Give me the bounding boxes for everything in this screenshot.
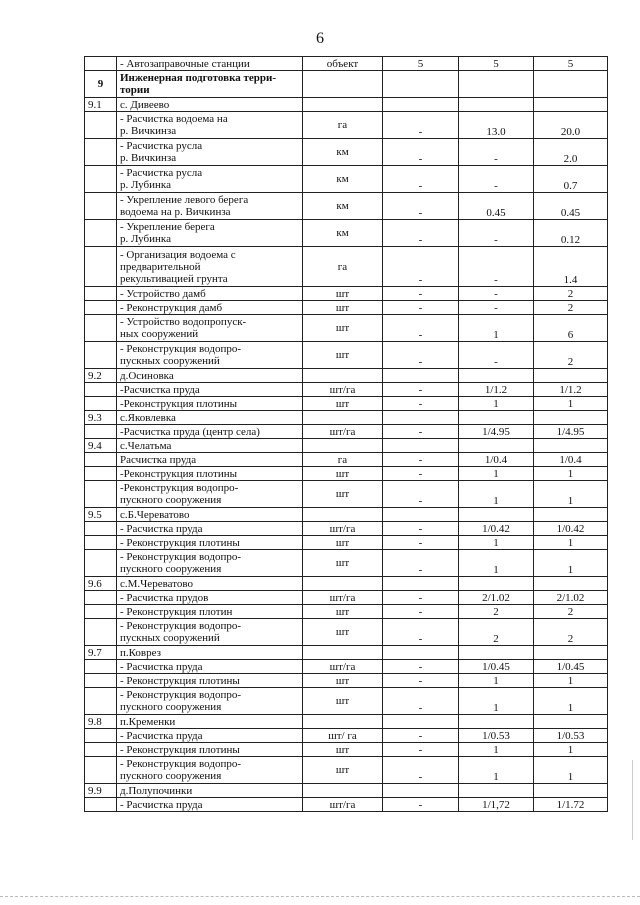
value-cell-3: 6 (534, 315, 608, 342)
value-cell-3: 2.0 (534, 139, 608, 166)
row-number-cell (85, 383, 117, 397)
table-row (85, 342, 608, 369)
unit-cell: шт/га (303, 522, 383, 536)
row-name-cell: - Расчистка русла р. Вичкинза (117, 139, 303, 166)
row-number-cell (85, 619, 117, 646)
value-cell-1: - (383, 688, 459, 715)
value-cell-1: - (383, 287, 459, 301)
unit-cell: шт/га (303, 383, 383, 397)
value-cell-2: 1/0.45 (459, 660, 534, 674)
unit-cell: шт (303, 619, 383, 646)
value-cell-2: 2/1.02 (459, 591, 534, 605)
value-cell-1: - (383, 139, 459, 166)
value-cell-1: - (383, 453, 459, 467)
row-number-cell (85, 57, 117, 71)
value-cell-3: 2 (534, 301, 608, 315)
unit-cell (303, 784, 383, 798)
value-cell-3: 1 (534, 674, 608, 688)
row-name-cell: Инженерная подготовка терри- тории (117, 71, 303, 98)
row-number-cell (85, 220, 117, 247)
value-cell-3: 1 (534, 743, 608, 757)
value-cell-2 (459, 71, 534, 98)
value-cell-3: 2 (534, 619, 608, 646)
unit-cell: шт (303, 743, 383, 757)
value-cell-2: 1 (459, 481, 534, 508)
table-row (85, 112, 608, 139)
value-cell-1: - (383, 425, 459, 439)
row-name-cell: п.Кременки (117, 715, 303, 729)
table-row (85, 605, 608, 619)
row-number-cell: 9.5 (85, 508, 117, 522)
value-cell-3: 2 (534, 605, 608, 619)
unit-cell: шт (303, 688, 383, 715)
value-cell-1 (383, 98, 459, 112)
unit-cell: шт (303, 467, 383, 481)
row-number-cell (85, 139, 117, 166)
unit-cell (303, 71, 383, 98)
row-name-cell: -Расчистка пруда (центр села) (117, 425, 303, 439)
row-name-cell: - Расчистка прудов (117, 591, 303, 605)
row-number-cell: 9.6 (85, 577, 117, 591)
value-cell-1: - (383, 383, 459, 397)
value-cell-3: 1/0.53 (534, 729, 608, 743)
unit-cell: шт (303, 536, 383, 550)
value-cell-3 (534, 784, 608, 798)
row-name-cell: д.Полупочинки (117, 784, 303, 798)
row-number-cell: 9.4 (85, 439, 117, 453)
row-number-cell (85, 729, 117, 743)
row-number-cell (85, 166, 117, 193)
value-cell-1: - (383, 315, 459, 342)
value-cell-1 (383, 411, 459, 425)
row-number-cell (85, 550, 117, 577)
value-cell-1: - (383, 591, 459, 605)
scan-right-mark (632, 760, 633, 840)
value-cell-3: 1.4 (534, 247, 608, 287)
row-number-cell (85, 591, 117, 605)
value-cell-2: 1 (459, 467, 534, 481)
value-cell-1: - (383, 550, 459, 577)
value-cell-3: 2 (534, 287, 608, 301)
value-cell-3: 1 (534, 536, 608, 550)
row-name-cell: - Расчистка пруда (117, 660, 303, 674)
value-cell-2: - (459, 220, 534, 247)
unit-cell: шт (303, 605, 383, 619)
row-name-cell: - Устройство водопропуск- ных сооружений (117, 315, 303, 342)
section-row (85, 71, 608, 98)
value-cell-1 (383, 577, 459, 591)
unit-cell: км (303, 220, 383, 247)
value-cell-3: 1/1.72 (534, 798, 608, 812)
value-cell-2: 1/0.4 (459, 453, 534, 467)
unit-cell: шт/ га (303, 729, 383, 743)
value-cell-1: - (383, 481, 459, 508)
unit-cell (303, 715, 383, 729)
row-number-cell (85, 247, 117, 287)
value-cell-2: 0.45 (459, 193, 534, 220)
row-number-cell (85, 193, 117, 220)
value-cell-1: - (383, 467, 459, 481)
row-name-cell: - Реконструкция плотин (117, 605, 303, 619)
value-cell-2: 1/1,72 (459, 798, 534, 812)
row-number-cell (85, 674, 117, 688)
row-number-cell: 9.1 (85, 98, 117, 112)
row-name-cell: - Организация водоема с предварительной рекультивацией грунта (117, 247, 303, 287)
table-row (85, 287, 608, 301)
value-cell-2: - (459, 139, 534, 166)
value-cell-3: 20.0 (534, 112, 608, 139)
value-cell-1: - (383, 605, 459, 619)
table-row (85, 425, 608, 439)
value-cell-1: - (383, 536, 459, 550)
value-cell-3: 1/1.2 (534, 383, 608, 397)
unit-cell: шт (303, 287, 383, 301)
unit-cell (303, 411, 383, 425)
value-cell-2: 1/1.2 (459, 383, 534, 397)
table-body (85, 57, 608, 812)
row-number-cell: 9.2 (85, 369, 117, 383)
value-cell-2 (459, 784, 534, 798)
row-number-cell (85, 315, 117, 342)
table-row (85, 57, 608, 71)
value-cell-2: 1 (459, 674, 534, 688)
value-cell-2 (459, 369, 534, 383)
unit-cell: шт (303, 315, 383, 342)
row-number-cell (85, 481, 117, 508)
unit-cell: шт (303, 674, 383, 688)
value-cell-3: 1 (534, 467, 608, 481)
value-cell-2 (459, 98, 534, 112)
unit-cell: км (303, 166, 383, 193)
value-cell-2: 5 (459, 57, 534, 71)
value-cell-3: 2 (534, 342, 608, 369)
table-row (85, 139, 608, 166)
row-number-cell (85, 287, 117, 301)
place-row (85, 784, 608, 798)
table-row (85, 660, 608, 674)
unit-cell: шт/га (303, 798, 383, 812)
value-cell-2: - (459, 342, 534, 369)
value-cell-3: 2/1.02 (534, 591, 608, 605)
table-row (85, 591, 608, 605)
value-cell-2 (459, 577, 534, 591)
value-cell-1: - (383, 757, 459, 784)
row-number-cell (85, 536, 117, 550)
table-row (85, 397, 608, 411)
place-row (85, 715, 608, 729)
unit-cell (303, 439, 383, 453)
row-number-cell (85, 743, 117, 757)
table-row (85, 536, 608, 550)
value-cell-1: - (383, 619, 459, 646)
row-number-cell (85, 301, 117, 315)
value-cell-2: - (459, 301, 534, 315)
row-number-cell: 9.9 (85, 784, 117, 798)
place-row (85, 508, 608, 522)
row-name-cell: - Реконструкция плотины (117, 674, 303, 688)
value-cell-2: - (459, 247, 534, 287)
row-number-cell (85, 453, 117, 467)
value-cell-1: - (383, 798, 459, 812)
table-row (85, 383, 608, 397)
value-cell-1 (383, 369, 459, 383)
place-row (85, 369, 608, 383)
place-row (85, 439, 608, 453)
value-cell-1: - (383, 342, 459, 369)
value-cell-1: - (383, 193, 459, 220)
value-cell-2: 1 (459, 550, 534, 577)
row-name-cell: - Устройство дамб (117, 287, 303, 301)
value-cell-3: 0.12 (534, 220, 608, 247)
unit-cell: км (303, 139, 383, 166)
value-cell-3 (534, 715, 608, 729)
value-cell-2: 2 (459, 605, 534, 619)
value-cell-2: 1 (459, 397, 534, 411)
value-cell-1: - (383, 247, 459, 287)
place-row (85, 577, 608, 591)
row-number-cell (85, 688, 117, 715)
table-row (85, 729, 608, 743)
scan-edge-line (0, 896, 640, 898)
infrastructure-table (84, 56, 608, 812)
table-row (85, 220, 608, 247)
row-name-cell: с. Дивеево (117, 98, 303, 112)
row-name-cell: - Реконструкция дамб (117, 301, 303, 315)
row-name-cell: с.Б.Череватово (117, 508, 303, 522)
table-row (85, 467, 608, 481)
table-row (85, 315, 608, 342)
table-row (85, 743, 608, 757)
row-name-cell: - Укрепление левого берега водоема на р. Вичкинза (117, 193, 303, 220)
value-cell-1: 5 (383, 57, 459, 71)
row-number-cell (85, 467, 117, 481)
value-cell-2: 2 (459, 619, 534, 646)
unit-cell: шт (303, 301, 383, 315)
value-cell-3 (534, 577, 608, 591)
table-row (85, 757, 608, 784)
row-name-cell: - Реконструкция водопро- пускных сооружений (117, 342, 303, 369)
row-number-cell (85, 660, 117, 674)
table-row (85, 166, 608, 193)
value-cell-3 (534, 439, 608, 453)
value-cell-3: 5 (534, 57, 608, 71)
table-row (85, 619, 608, 646)
table-row (85, 453, 608, 467)
unit-cell: км (303, 193, 383, 220)
value-cell-1: - (383, 522, 459, 536)
unit-cell: шт/га (303, 425, 383, 439)
value-cell-1 (383, 715, 459, 729)
value-cell-2: 1 (459, 536, 534, 550)
unit-cell (303, 646, 383, 660)
value-cell-2 (459, 508, 534, 522)
row-number-cell (85, 342, 117, 369)
value-cell-2: 1 (459, 315, 534, 342)
value-cell-1: - (383, 729, 459, 743)
value-cell-2 (459, 411, 534, 425)
unit-cell: объект (303, 57, 383, 71)
value-cell-2: 1/0.53 (459, 729, 534, 743)
value-cell-1: - (383, 660, 459, 674)
row-name-cell: -Реконструкция плотины (117, 397, 303, 411)
value-cell-3 (534, 646, 608, 660)
value-cell-3 (534, 98, 608, 112)
row-number-cell (85, 605, 117, 619)
row-name-cell: - Реконструкция плотины (117, 536, 303, 550)
value-cell-2: 1/0.42 (459, 522, 534, 536)
row-name-cell: с.Яковлевка (117, 411, 303, 425)
row-number-cell (85, 425, 117, 439)
value-cell-2: 1 (459, 743, 534, 757)
table-row (85, 674, 608, 688)
value-cell-3 (534, 508, 608, 522)
row-name-cell: - Расчистка пруда (117, 798, 303, 812)
page-number: 6 (316, 30, 324, 47)
unit-cell (303, 369, 383, 383)
value-cell-2: 1 (459, 688, 534, 715)
row-name-cell: -Расчистка пруда (117, 383, 303, 397)
unit-cell: шт (303, 342, 383, 369)
unit-cell (303, 508, 383, 522)
value-cell-2: - (459, 166, 534, 193)
value-cell-3 (534, 369, 608, 383)
value-cell-3: 1 (534, 481, 608, 508)
row-name-cell: -Реконструкция плотины (117, 467, 303, 481)
row-name-cell: - Расчистка пруда (117, 729, 303, 743)
row-name-cell: д.Осиновка (117, 369, 303, 383)
value-cell-2: - (459, 287, 534, 301)
unit-cell: шт (303, 397, 383, 411)
value-cell-1: - (383, 220, 459, 247)
value-cell-1: - (383, 301, 459, 315)
row-number-cell: 9.3 (85, 411, 117, 425)
place-row (85, 98, 608, 112)
value-cell-3 (534, 71, 608, 98)
unit-cell: га (303, 112, 383, 139)
row-number-cell (85, 522, 117, 536)
row-name-cell: п.Коврез (117, 646, 303, 660)
value-cell-3: 1/0.4 (534, 453, 608, 467)
row-number-cell: 9 (85, 71, 117, 98)
row-name-cell: - Расчистка водоема на р. Вичкинза (117, 112, 303, 139)
value-cell-3: 0.45 (534, 193, 608, 220)
value-cell-1 (383, 508, 459, 522)
table-row (85, 798, 608, 812)
row-name-cell: - Укрепление берега р. Лубинка (117, 220, 303, 247)
value-cell-1: - (383, 112, 459, 139)
row-name-cell: с.М.Череватово (117, 577, 303, 591)
row-name-cell: - Автозаправочные станции (117, 57, 303, 71)
row-name-cell: - Расчистка пруда (117, 522, 303, 536)
value-cell-2 (459, 439, 534, 453)
row-name-cell: - Реконструкция водопро- пускного сооружения (117, 757, 303, 784)
row-number-cell (85, 757, 117, 784)
unit-cell: шт/га (303, 660, 383, 674)
row-name-cell: - Реконструкция водопро- пускного сооружения (117, 550, 303, 577)
value-cell-3 (534, 411, 608, 425)
table-row (85, 193, 608, 220)
row-number-cell (85, 112, 117, 139)
value-cell-2 (459, 646, 534, 660)
table-row (85, 247, 608, 287)
value-cell-2: 1/4.95 (459, 425, 534, 439)
place-row (85, 411, 608, 425)
unit-cell: га (303, 453, 383, 467)
value-cell-1 (383, 784, 459, 798)
table-row (85, 688, 608, 715)
unit-cell: шт (303, 481, 383, 508)
value-cell-1 (383, 439, 459, 453)
value-cell-1 (383, 646, 459, 660)
value-cell-3: 1 (534, 688, 608, 715)
value-cell-3: 1/0.45 (534, 660, 608, 674)
value-cell-3: 1/0.42 (534, 522, 608, 536)
unit-cell: шт (303, 757, 383, 784)
value-cell-1 (383, 71, 459, 98)
table-row (85, 301, 608, 315)
unit-cell: шт (303, 550, 383, 577)
value-cell-2: 13.0 (459, 112, 534, 139)
place-row (85, 646, 608, 660)
value-cell-2: 1 (459, 757, 534, 784)
row-number-cell: 9.8 (85, 715, 117, 729)
table-row (85, 522, 608, 536)
unit-cell (303, 98, 383, 112)
row-name-cell: с.Челатьма (117, 439, 303, 453)
row-name-cell: - Реконструкция водопро- пускного сооружения (117, 688, 303, 715)
row-name-cell: -Реконструкция водопро- пускного сооружения (117, 481, 303, 508)
row-name-cell: - Реконструкция плотины (117, 743, 303, 757)
value-cell-3: 0.7 (534, 166, 608, 193)
value-cell-1: - (383, 743, 459, 757)
value-cell-1: - (383, 166, 459, 193)
value-cell-3: 1 (534, 550, 608, 577)
unit-cell: шт/га (303, 591, 383, 605)
value-cell-3: 1 (534, 397, 608, 411)
value-cell-1: - (383, 397, 459, 411)
row-number-cell (85, 397, 117, 411)
row-number-cell (85, 798, 117, 812)
table-row (85, 550, 608, 577)
value-cell-2 (459, 715, 534, 729)
row-name-cell: - Расчистка русла р. Лубинка (117, 166, 303, 193)
row-name-cell: - Реконструкция водопро- пускных сооружений (117, 619, 303, 646)
table-row (85, 481, 608, 508)
row-name-cell: Расчистка пруда (117, 453, 303, 467)
value-cell-3: 1/4.95 (534, 425, 608, 439)
value-cell-1: - (383, 674, 459, 688)
unit-cell (303, 577, 383, 591)
row-number-cell: 9.7 (85, 646, 117, 660)
unit-cell: га (303, 247, 383, 287)
value-cell-3: 1 (534, 757, 608, 784)
